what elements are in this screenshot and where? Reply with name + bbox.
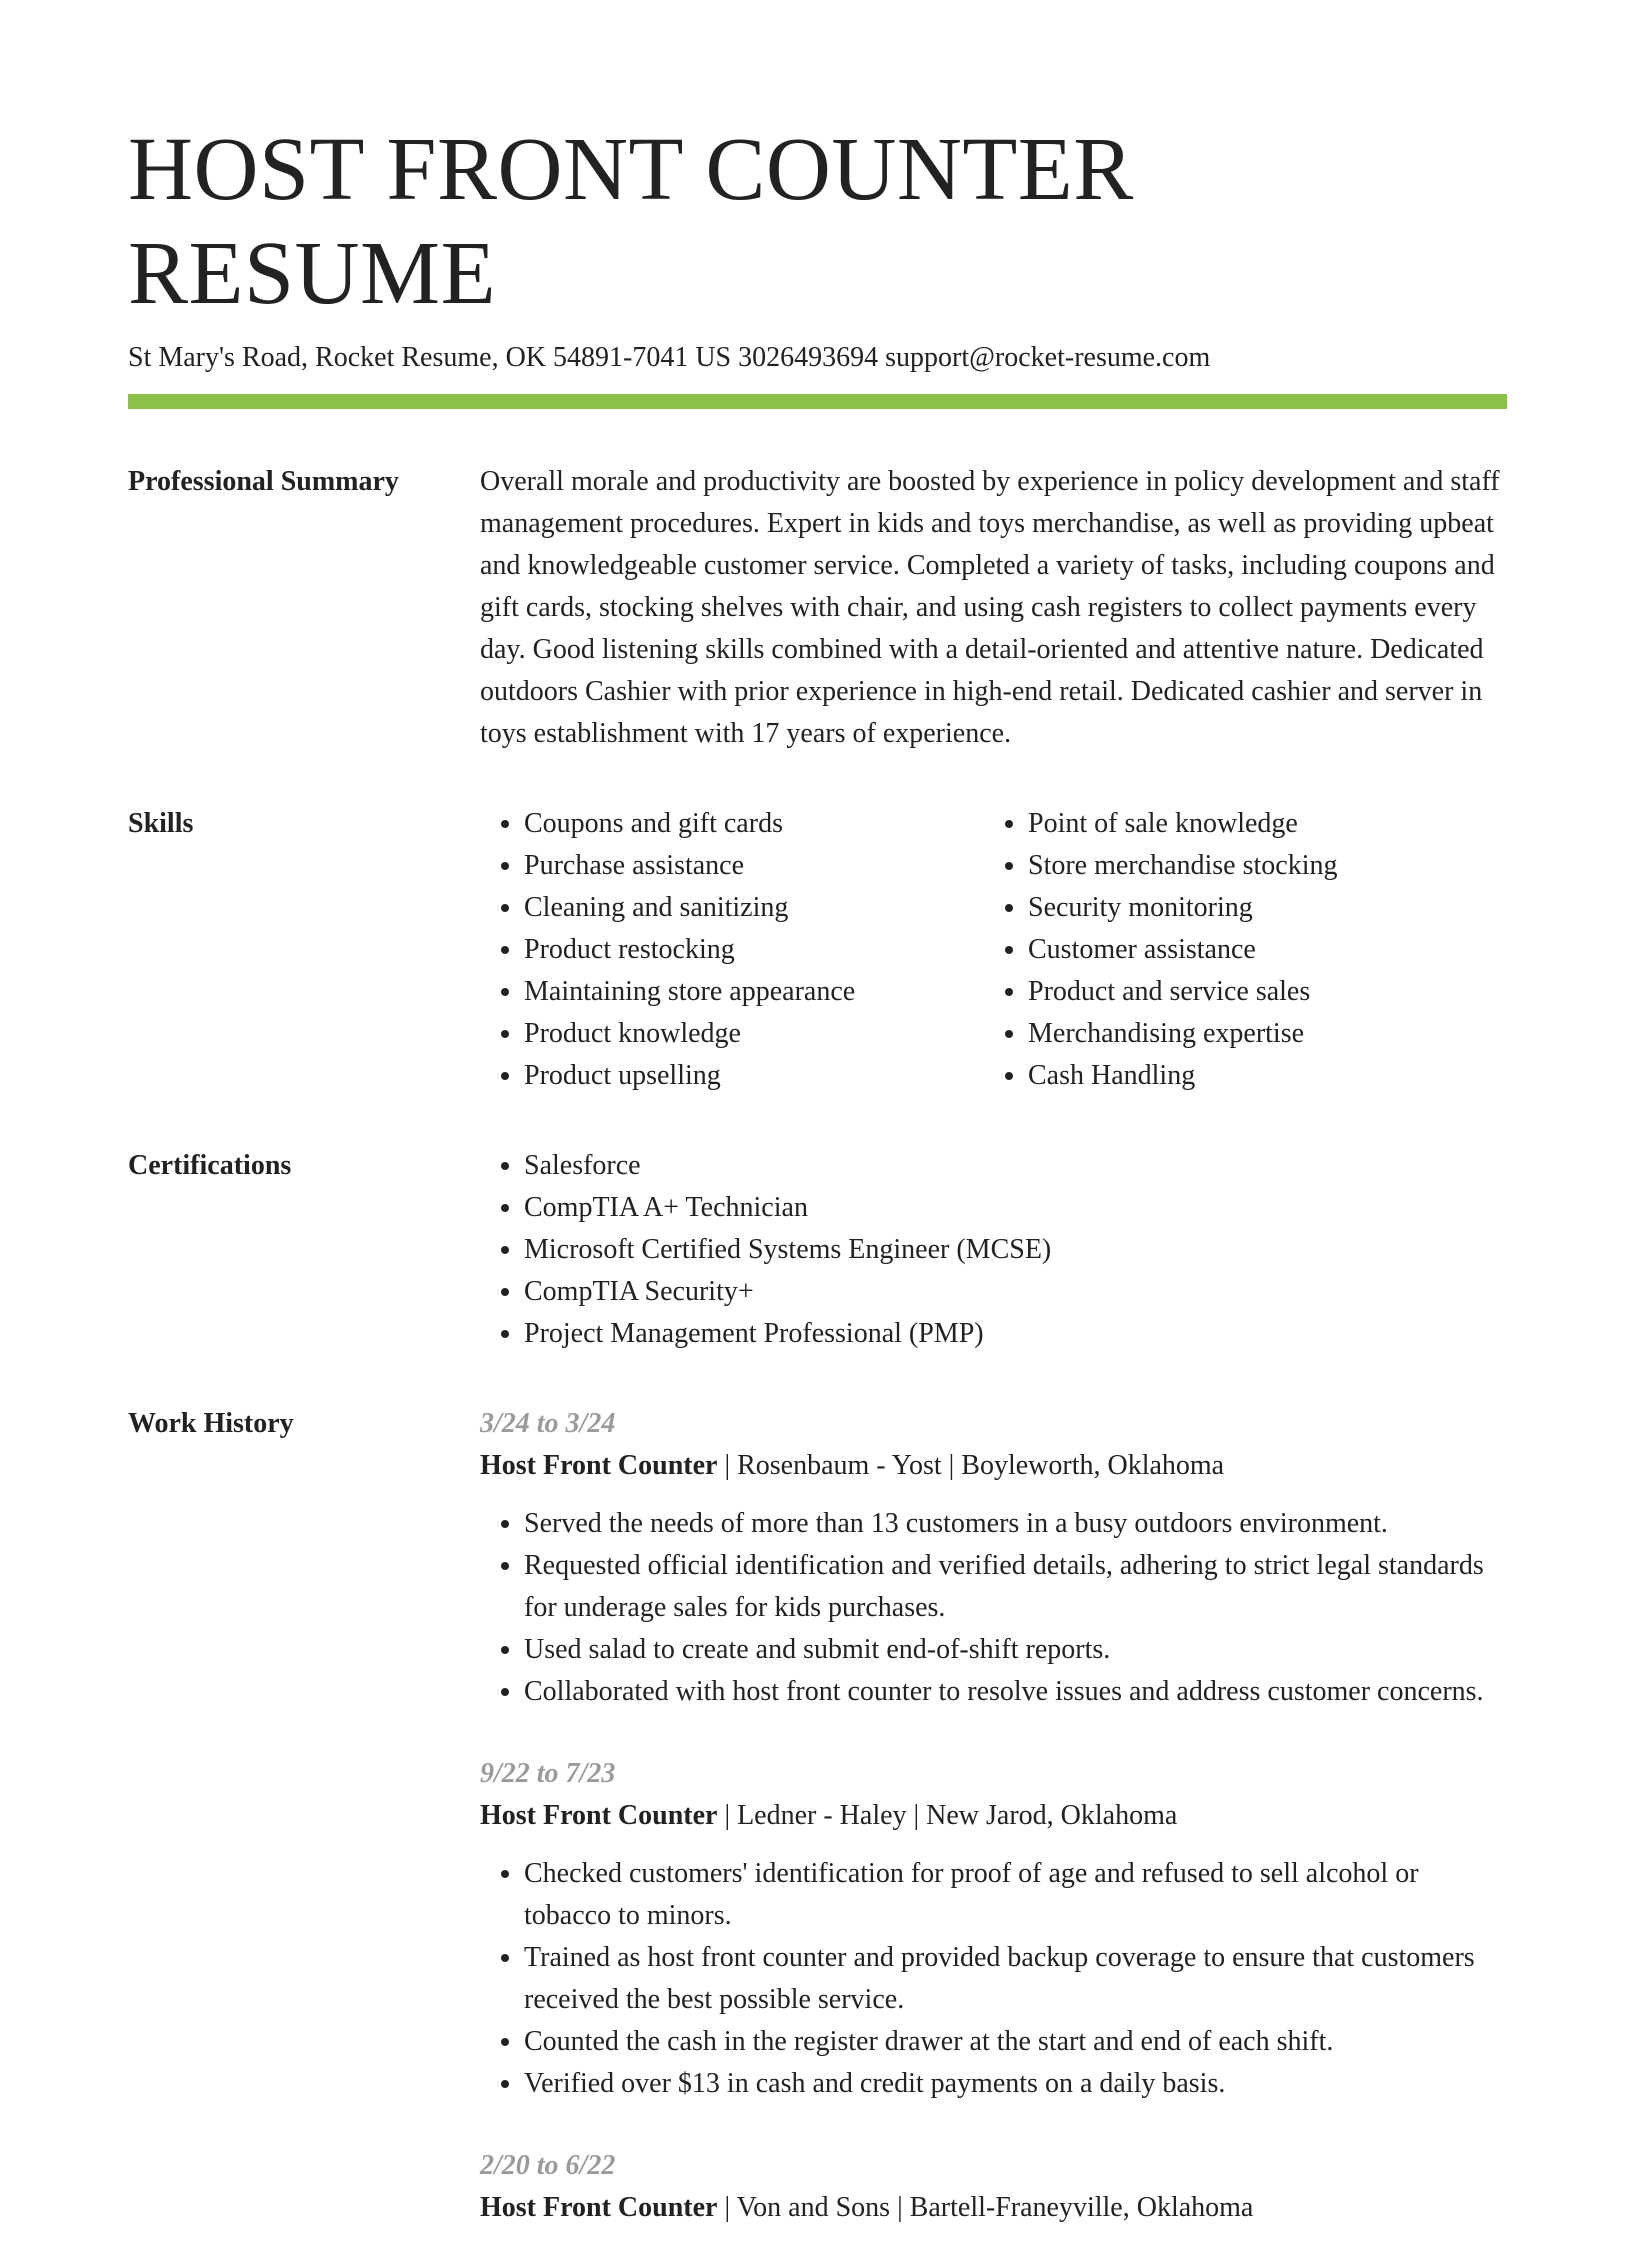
certification-item: • Salesforce [524, 1145, 1507, 1187]
skill-item: • Product and service sales [1028, 971, 1488, 1013]
job-dates: 3/24 to 3/24 [480, 1408, 616, 1439]
job-title: Host Front Counter [480, 2192, 718, 2223]
skill-item: • Product upselling [524, 1055, 984, 1097]
job-title: Host Front Counter [480, 1450, 718, 1481]
skill-item: • Merchandising expertise [1028, 1013, 1488, 1055]
certifications-list [480, 1145, 1507, 1355]
section-label-work-history: Work History [128, 1408, 294, 1439]
job-heading [480, 1795, 1507, 1837]
summary-text: Overall morale and productivity are boosted by experience in policy development and staff management procedures. Expert in kids and toys merchandise, as well as providing upbeat and knowledgeable customer service. Completed a variety of tasks, including coupons and gift cards, stocking shelves with chair, and using cash registers to collect payments every day. Good listening skills combined with a detail-oriented and attentive nature. Dedicated outdoors Cashier with prior experience in high-end retail. Dedicated cashier and server in toys establishment with 17 years of experience. [480, 466, 1500, 749]
job-dates: 9/22 to 7/23 [480, 1758, 616, 1789]
skills-list-right [984, 803, 1488, 1097]
work-history-section [128, 1403, 1507, 2245]
skills-list-left [480, 803, 984, 1097]
summary-section [128, 461, 1507, 755]
job-heading [480, 2187, 1507, 2229]
job-entry [480, 2145, 1507, 2229]
certification-item: • CompTIA A+ Technician [524, 1187, 1507, 1229]
job-employer-location: | Von and Sons | Bartell-Franeyville, Oklahoma [717, 2192, 1254, 2223]
skill-item: • Purchase assistance [524, 845, 984, 887]
job-employer-location: | Rosenbaum - Yost | Boyleworth, Oklahoma [717, 1450, 1225, 1481]
certification-item: • Project Management Professional (PMP) [524, 1313, 1507, 1355]
certification-item: • CompTIA Security+ [524, 1271, 1507, 1313]
header-divider [128, 394, 1507, 409]
job-duties-list [480, 1853, 1507, 2105]
job-title: Host Front Counter [480, 1800, 718, 1831]
skill-item: • Store merchandise stocking [1028, 845, 1488, 887]
job-employer-location: | Ledner - Haley | New Jarod, Oklahoma [717, 1800, 1178, 1831]
skills-section [128, 803, 1507, 1097]
job-duty: • Collaborated with host front counter to resolve issues and address customer concerns. [524, 1671, 1507, 1713]
job-heading [480, 1445, 1507, 1487]
skill-item: • Point of sale knowledge [1028, 803, 1488, 845]
job-duty: • Requested official identification and verified details, adhering to strict legal standards for underage sales for kids purchases. [524, 1545, 1507, 1629]
job-dates: 2/20 to 6/22 [480, 2150, 616, 2181]
job-duty: • Trained as host front counter and provided backup coverage to ensure that customers received the best possible service. [524, 1937, 1507, 2021]
skill-item: • Customer assistance [1028, 929, 1488, 971]
section-label-summary: Professional Summary [128, 466, 399, 497]
skill-item: • Cash Handling [1028, 1055, 1488, 1097]
skill-item: • Product knowledge [524, 1013, 984, 1055]
job-duty: • Used salad to create and submit end-of-shift reports. [524, 1629, 1507, 1671]
certification-item: • Microsoft Certified Systems Engineer (MCSE) [524, 1229, 1507, 1271]
section-label-certifications: Certifications [128, 1150, 292, 1181]
job-duty: • Checked customers' identification for proof of age and refused to sell alcohol or tobacco to minors. [524, 1853, 1507, 1937]
job-duty: • Served the needs of more than 13 customers in a busy outdoors environment. [524, 1503, 1507, 1545]
resume-title: HOST FRONT COUNTER RESUME [128, 120, 1134, 323]
job-duties-list [480, 1503, 1507, 1713]
skill-item: • Maintaining store appearance [524, 971, 984, 1013]
job-duty: • Verified over $13 in cash and credit payments on a daily basis. [524, 2063, 1507, 2105]
job-duty: • Counted the cash in the register drawer at the start and end of each shift. [524, 2021, 1507, 2063]
job-entry [480, 1753, 1507, 2105]
certifications-section [128, 1145, 1507, 1355]
skill-item: • Coupons and gift cards [524, 803, 984, 845]
section-label-skills: Skills [128, 808, 194, 839]
skill-item: • Security monitoring [1028, 887, 1488, 929]
skill-item: • Product restocking [524, 929, 984, 971]
skill-item: • Cleaning and sanitizing [524, 887, 984, 929]
job-entry [480, 1403, 1507, 1713]
contact-line: St Mary's Road, Rocket Resume, OK 54891-7041 US 3026493694 support@rocket-resume.com [128, 342, 1211, 373]
